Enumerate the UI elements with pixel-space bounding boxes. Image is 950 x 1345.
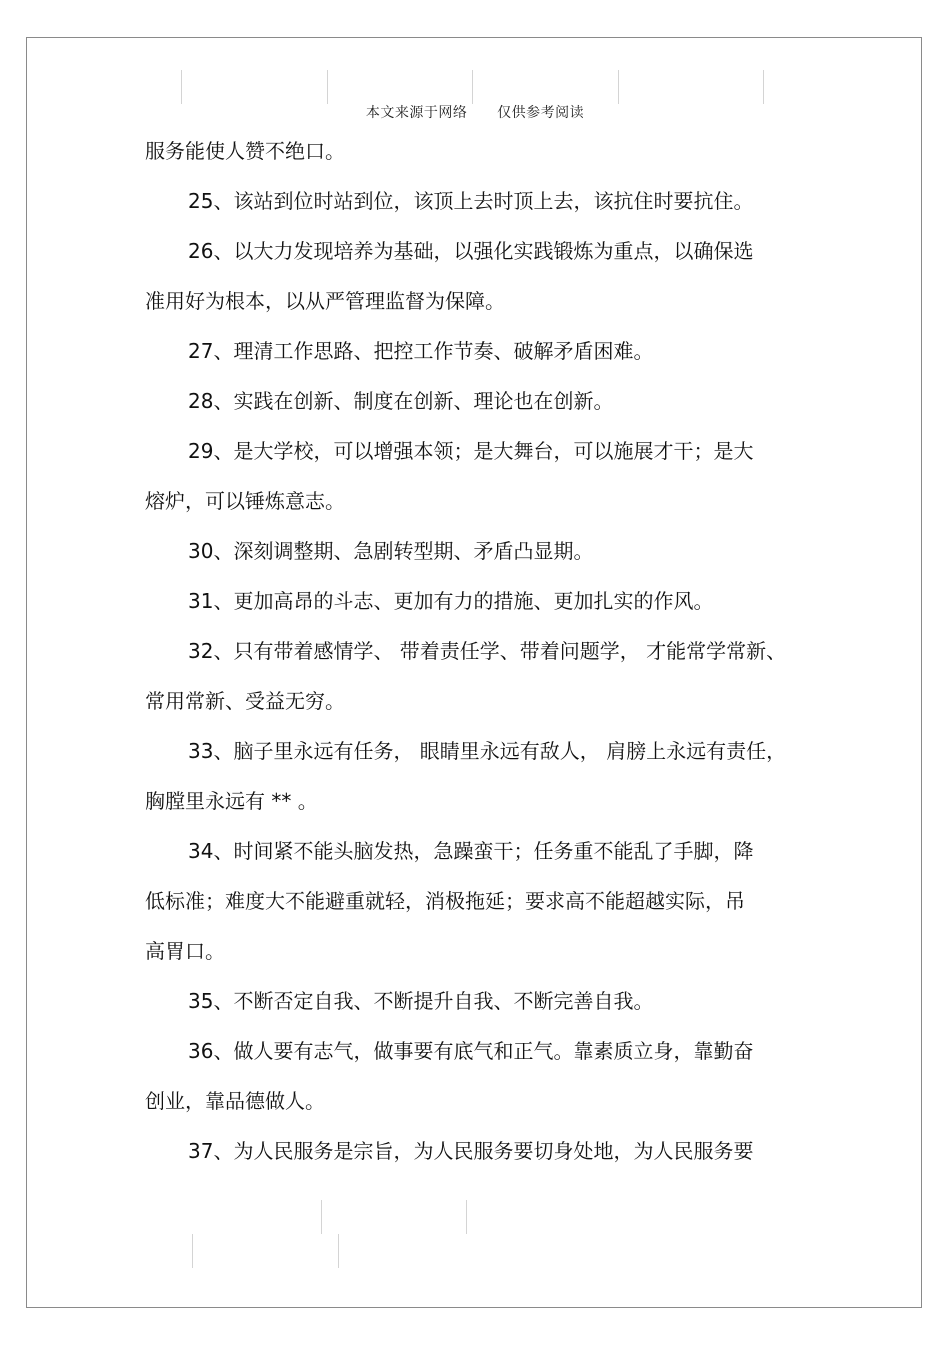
text-line: 创业，靠品德做人。 bbox=[145, 1089, 325, 1113]
text-line: 32、只有带着感情学、 带着责任学、带着问题学， 才能常学常新、 bbox=[188, 639, 787, 663]
text-line: 常用常新、受益无穷。 bbox=[145, 689, 345, 713]
text-line: 34、时间紧不能头脑发热，急躁蛮干；任务重不能乱了手脚，降 bbox=[188, 839, 754, 863]
text-line: 27、理清工作思路、把控工作节奏、破解矛盾困难。 bbox=[188, 339, 654, 363]
text-line: 31、更加高昂的斗志、更加有力的措施、更加扎实的作风。 bbox=[188, 589, 714, 613]
text-line: 高胃口。 bbox=[145, 939, 225, 963]
text-line: 37、为人民服务是宗旨，为人民服务要切身处地，为人民服务要 bbox=[188, 1139, 754, 1163]
decorative-line bbox=[763, 70, 764, 104]
text-line: 35、不断否定自我、不断提升自我、不断完善自我。 bbox=[188, 989, 654, 1013]
decorative-line bbox=[181, 70, 182, 104]
text-line: 26、以大力发现培养为基础，以强化实践锻炼为重点，以确保选 bbox=[188, 239, 754, 263]
text-line: 胸膛里永远有 ** 。 bbox=[145, 789, 318, 813]
text-line: 29、是大学校，可以增强本领；是大舞台，可以施展才干；是大 bbox=[188, 439, 754, 463]
decorative-line bbox=[327, 70, 328, 104]
text-line: 低标准；难度大不能避重就轻，消极拖延；要求高不能超越实际，吊 bbox=[145, 889, 745, 913]
text-line: 30、深刻调整期、急剧转型期、矛盾凸显期。 bbox=[188, 539, 594, 563]
decorative-line bbox=[618, 70, 619, 104]
decorative-line bbox=[338, 1234, 339, 1268]
text-line: 服务能使人赞不绝口。 bbox=[145, 139, 345, 163]
decorative-line bbox=[472, 70, 473, 104]
text-line: 25、该站到位时站到位，该顶上去时顶上去，该抗住时要抗住。 bbox=[188, 189, 754, 213]
text-line: 准用好为根本，以从严管理监督为保障。 bbox=[145, 289, 505, 313]
text-line: 28、实践在创新、制度在创新、理论也在创新。 bbox=[188, 389, 614, 413]
text-line: 熔炉，可以锤炼意志。 bbox=[145, 489, 345, 513]
page-frame bbox=[26, 37, 922, 1308]
text-line: 33、脑子里永远有任务， 眼睛里永远有敌人， 肩膀上永远有责任， bbox=[188, 739, 787, 763]
text-line: 36、做人要有志气，做事要有底气和正气。靠素质立身，靠勤奋 bbox=[188, 1039, 754, 1063]
decorative-line bbox=[192, 1234, 193, 1268]
decorative-line bbox=[466, 1200, 467, 1234]
decorative-line bbox=[321, 1200, 322, 1234]
page-header: 本文来源于网络 仅供参考阅读 bbox=[365, 105, 585, 121]
